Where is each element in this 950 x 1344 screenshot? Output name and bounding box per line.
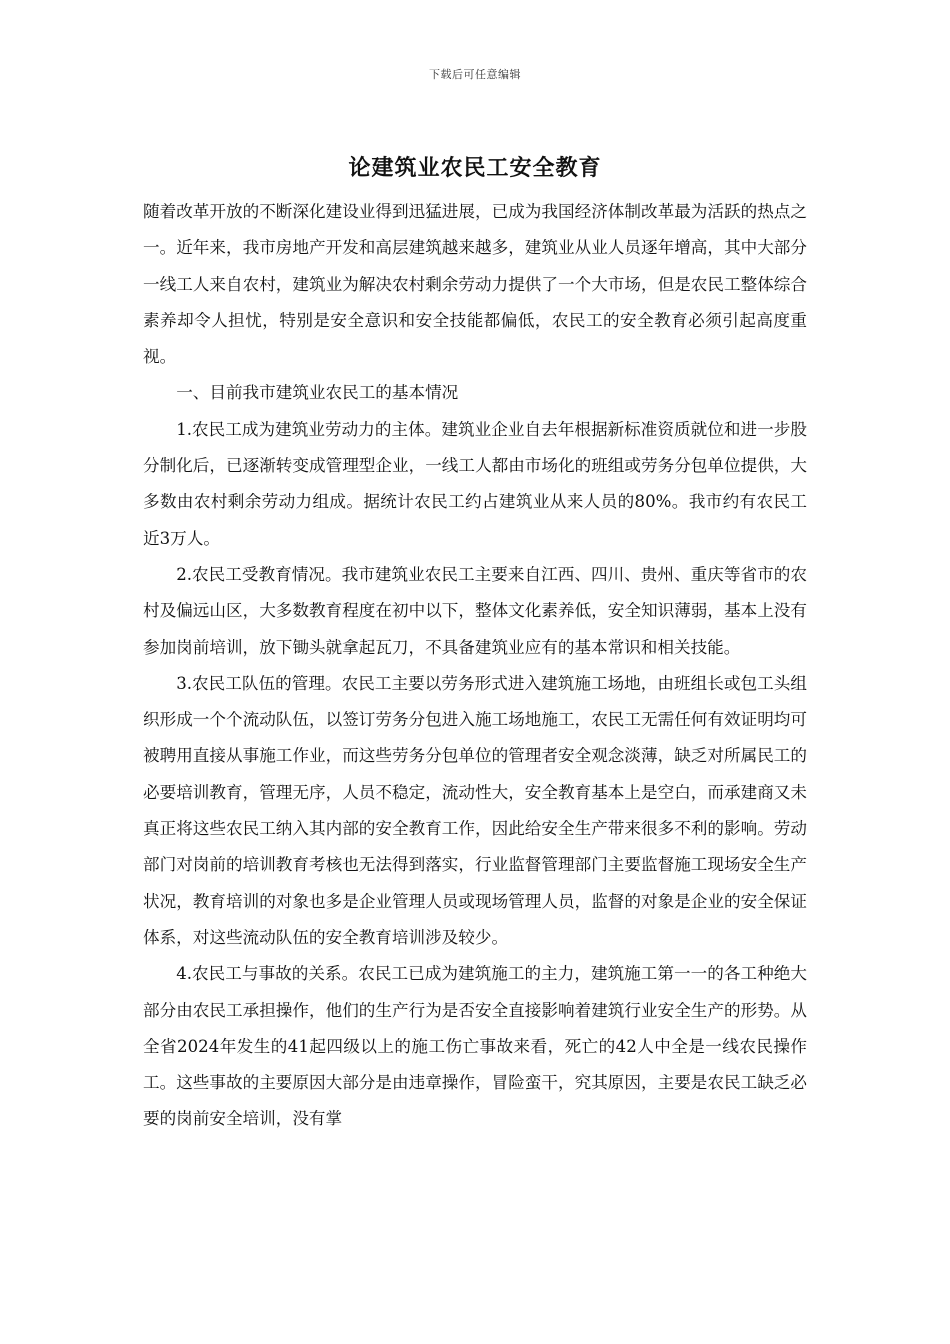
paragraph-item-1: 1.农民工成为建筑业劳动力的主体。建筑业企业自去年根据新标准资质就位和进一步股分制化后，已逐渐转变成管理型企业，一线工人都由市场化的班组或劳务分包单位提供，大多数由农村剩余劳动力组成。据统计农民工约占建筑业从来人员的80%。我市约有农民工近3万人。	[143, 419, 807, 548]
section-heading-1: 一、目前我市建筑业农民工的基本情况	[176, 383, 459, 403]
document-title: 论建筑业农民工安全教育	[348, 155, 602, 181]
page-header-note: 下载后可任意编辑	[429, 68, 521, 81]
paragraph-item-2: 2.农民工受教育情况。我市建筑业农民工主要来自江西、四川、贵州、重庆等省市的农村及偏远山区，大多数教育程度在初中以下，整体文化素养低，安全知识薄弱，基本上没有参加岗前培训，放下锄头就拿起瓦刀，不具备建筑业应有的基本常识和相关技能。	[143, 564, 807, 657]
paragraph-intro: 随着改革开放的不断深化建设业得到迅猛进展，已成为我国经济体制改革最为活跃的热点之一。近年来，我市房地产开发和高层建筑越来越多，建筑业从业人员逐年增高，其中大部分一线工人来自农村，建筑业为解决农村剩余劳动力提供了一个大市场，但是农民工整体综合素养却令人担忧，特别是安全意识和安全技能都偏低，农民工的安全教育必须引起高度重视。	[143, 202, 807, 367]
paragraph-item-3: 3.农民工队伍的管理。农民工主要以劳务形式进入建筑施工场地，由班组长或包工头组织形成一个个流动队伍，以签订劳务分包进入施工场地施工，农民工无需任何有效证明均可被聘用直接从事施工作业，而这些劳务分包单位的管理者安全观念淡薄，缺乏对所属民工的必要培训教育，管理无序，人员不稳定，流动性大，安全教育基本上是空白，而承建商又未真正将这些农民工纳入其内部的安全教育工作，因此给安全生产带来很多不利的影响。劳动部门对岗前的培训教育考核也无法得到落实，行业监督管理部门主要监督施工现场安全生产状况，教育培训的对象也多是企业管理人员或现场管理人员，监督的对象是企业的安全保证体系，对这些流动队伍的安全教育培训涉及较少。	[143, 673, 807, 947]
document-body	[143, 194, 807, 1138]
paragraph-item-4: 4.农民工与事故的关系。农民工已成为建筑施工的主力，建筑施工第一一的各工种绝大部分由农民工承担操作，他们的生产行为是否安全直接影响着建筑行业安全生产的形势。从全省2024年发生的41起四级以上的施工伤亡事故来看，死亡的42人中全是一线农民操作工。这些事故的主要原因大部分是由违章操作，冒险蛮干，究其原因，主要是农民工缺乏必要的岗前安全培训，没有掌	[143, 964, 807, 1129]
